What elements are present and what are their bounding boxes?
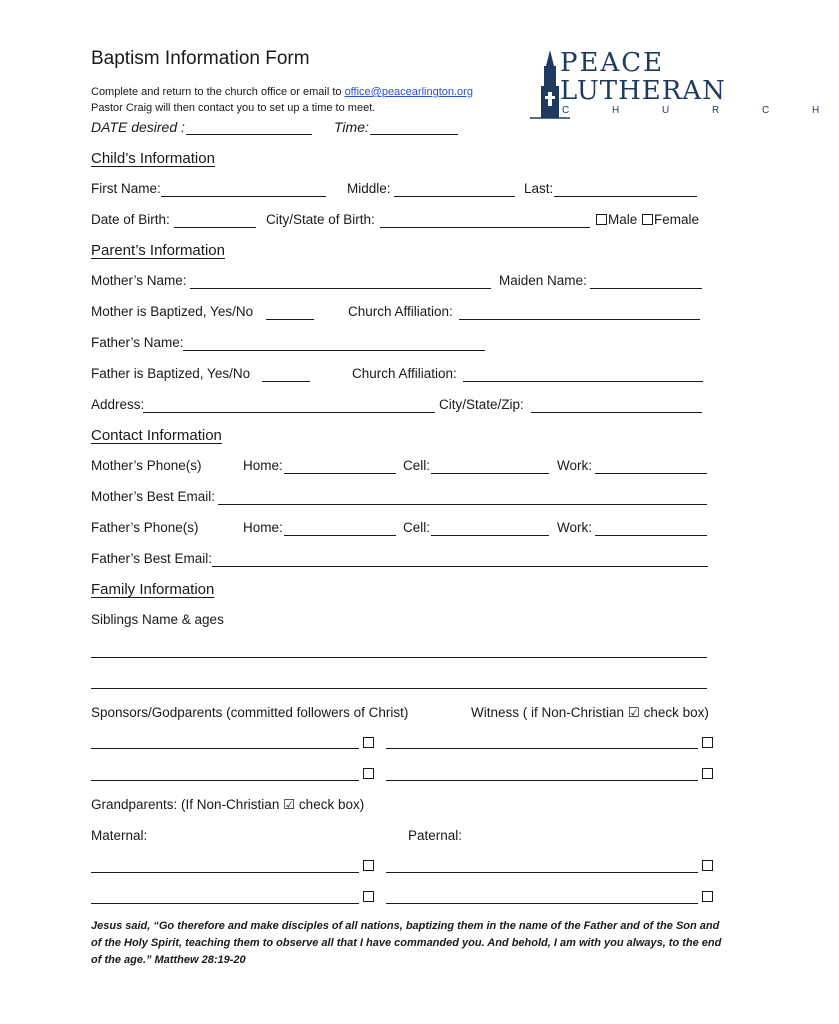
sponsor-4-field[interactable] [386,780,698,781]
date-desired-field[interactable] [186,134,312,135]
first-name-label: First Name: [91,181,161,196]
sponsor-1-checkbox[interactable] [363,737,374,748]
father-church-affiliation-label: Church Affiliation: [352,366,457,381]
father-work-phone-field[interactable] [595,535,707,536]
time-field[interactable] [370,134,458,135]
male-option[interactable] [596,212,637,227]
father-home-label: Home: [243,520,283,535]
instructions-text: Complete and return to the church office or email to [91,86,342,98]
last-name-label: Last: [524,181,554,196]
father-baptized-field[interactable] [262,381,310,382]
paternal-grandparent-1-checkbox[interactable] [702,860,713,871]
first-name-field[interactable] [161,196,326,197]
male-checkbox[interactable] [596,214,607,225]
male-label: Male [608,212,638,227]
office-email-link[interactable]: office@peacearlington.org [344,86,473,98]
female-label: Female [654,212,700,227]
mother-phone-label: Mother’s Phone(s) [91,458,202,473]
mother-name-field[interactable] [190,288,491,289]
middle-name-label: Middle: [347,181,391,196]
address-label: Address: [91,397,145,412]
mother-name-label: Mother’s Name: [91,273,187,288]
logo-lutheran: LUTHERAN [560,76,726,106]
father-name-field[interactable] [183,350,485,351]
form-title: Baptism Information Form [91,48,310,69]
middle-name-field[interactable] [394,196,515,197]
mother-home-label: Home: [243,458,283,473]
mother-home-phone-field[interactable] [284,473,396,474]
maternal-label: Maternal: [91,828,148,843]
father-name-label: Father’s Name: [91,335,184,350]
church-logo [510,48,839,120]
mother-work-label: Work: [557,458,593,473]
father-cell-label: Cell: [403,520,431,535]
father-baptized-label: Father is Baptized, Yes/No [91,366,251,381]
maiden-name-field[interactable] [590,288,702,289]
logo-peace: PEACE [560,48,665,78]
maternal-grandparent-1-field[interactable] [91,872,359,873]
paternal-grandparent-2-field[interactable] [386,903,698,904]
city-state-zip-field[interactable] [531,412,702,413]
date-of-birth-label: Date of Birth: [91,212,170,227]
female-checkbox[interactable] [642,214,653,225]
siblings-label: Siblings Name & ages [91,612,224,627]
contact-information-heading: Contact Information [91,427,222,444]
sponsor-3-checkbox[interactable] [363,768,374,779]
sponsor-1-field[interactable] [91,748,359,749]
maiden-name-label: Maiden Name: [499,273,587,288]
mother-church-affiliation-label: Church Affiliation: [348,304,453,319]
scripture-quote: Jesus said, “Go therefore and make disciples of all nations, baptizing them in the name of the Father and of the Son and of the Holy Spirit, teaching them to observe all that I have commanded you. And behold, I am with you always, to the end of the age.” Matthew 28:19-20 [91,920,722,966]
witness-label: Witness ( if Non-Christian ☑ check box) [471,705,709,720]
parents-information-heading: Parent’s Information [91,242,225,259]
childs-information-heading: Child’s Information [91,150,215,167]
father-cell-phone-field[interactable] [431,535,549,536]
father-phone-label: Father’s Phone(s) [91,520,199,535]
maternal-grandparent-1-checkbox[interactable] [363,860,374,871]
father-email-label: Father’s Best Email: [91,551,213,566]
last-name-field[interactable] [554,196,697,197]
city-state-zip-label: City/State/Zip: [439,397,524,412]
address-field[interactable] [143,412,435,413]
paternal-grandparent-1-field[interactable] [386,872,698,873]
logo-church: C H U R C H [562,105,839,116]
time-label: Time: [334,119,369,135]
female-option[interactable] [642,212,699,227]
sponsor-2-field[interactable] [386,748,698,749]
date-desired-label: DATE desired : [91,119,185,135]
siblings-field-line-1[interactable] [91,657,707,658]
mother-church-affiliation-field[interactable] [459,319,700,320]
date-of-birth-field[interactable] [174,227,256,228]
instructions-line1 [91,86,473,98]
family-information-heading: Family Information [91,581,215,598]
sponsor-3-field[interactable] [91,780,359,781]
father-church-affiliation-field[interactable] [463,381,703,382]
mother-email-field[interactable] [218,504,707,505]
mother-cell-phone-field[interactable] [431,473,549,474]
sponsor-2-checkbox[interactable] [702,737,713,748]
mother-cell-label: Cell: [403,458,431,473]
sponsor-4-checkbox[interactable] [702,768,713,779]
paternal-grandparent-2-checkbox[interactable] [702,891,713,902]
city-state-birth-label: City/State of Birth: [266,212,375,227]
sponsors-label: Sponsors/Godparents (committed followers of Christ) [91,705,409,720]
mother-baptized-label: Mother is Baptized, Yes/No [91,304,254,319]
father-work-label: Work: [557,520,593,535]
grandparents-label: Grandparents: (If Non-Christian ☑ check box) [91,797,365,812]
instructions-line2: Pastor Craig will then contact you to set up a time to meet. [91,102,376,114]
maternal-grandparent-2-field[interactable] [91,903,359,904]
city-state-birth-field[interactable] [380,227,590,228]
mother-email-label: Mother’s Best Email: [91,489,216,504]
father-home-phone-field[interactable] [284,535,396,536]
father-email-field[interactable] [212,566,708,567]
siblings-field-line-2[interactable] [91,688,707,689]
maternal-grandparent-2-checkbox[interactable] [363,891,374,902]
mother-work-phone-field[interactable] [595,473,707,474]
mother-baptized-field[interactable] [266,319,314,320]
paternal-label: Paternal: [408,828,463,843]
